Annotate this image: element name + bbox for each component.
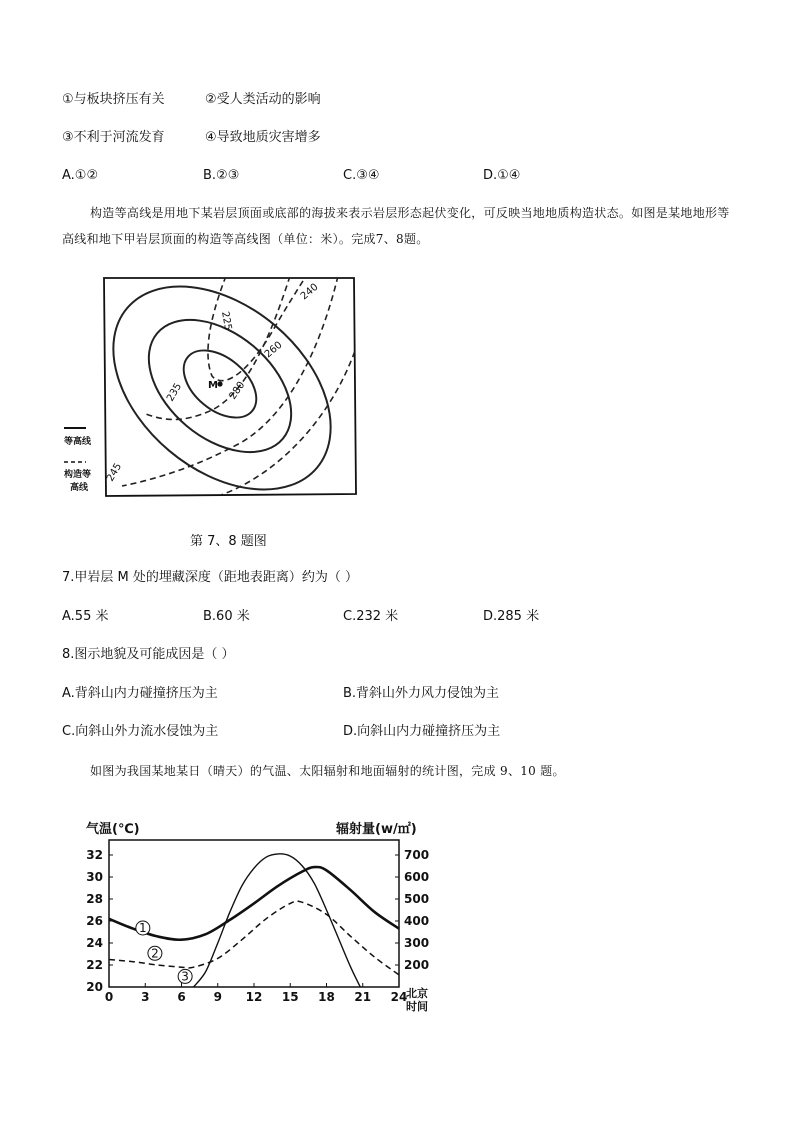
- y-right-tick-label: 200: [404, 958, 430, 972]
- q7-option-b[interactable]: B.60 米: [203, 609, 250, 624]
- y-left-tick-label: 20: [86, 980, 103, 994]
- series-label-1: 1: [139, 921, 147, 935]
- point-m-label: M: [208, 380, 218, 391]
- series-line-3: [194, 854, 361, 987]
- statement-2: ②受人类活动的影响: [205, 92, 321, 107]
- q6-option-b[interactable]: B.②③: [203, 168, 240, 183]
- y-left-tick-label: 24: [86, 936, 103, 950]
- left-axis-label: 气温(℃): [86, 822, 140, 837]
- x-tick-label: 6: [177, 990, 186, 1004]
- legend-struct-label-2: 高线: [70, 483, 89, 493]
- q6-option-d[interactable]: D.①④: [483, 168, 521, 183]
- series-label-3: 3: [181, 969, 189, 984]
- q8-option-d[interactable]: D.向斜山内力碰撞挤压为主: [343, 724, 501, 739]
- q8-option-c[interactable]: C.向斜山外力流水侵蚀为主: [62, 724, 219, 739]
- label-280: 280: [227, 379, 248, 402]
- y-left-tick-label: 28: [86, 892, 103, 906]
- q8-stem: 8.图示地貌及可能成因是（ ）: [62, 647, 235, 662]
- label-235: 235: [165, 381, 185, 404]
- q6-option-a[interactable]: A.①②: [62, 168, 99, 183]
- statement-1: ①与板块挤压有关: [62, 92, 165, 107]
- x-tick-label: 18: [318, 990, 335, 1004]
- y-right-tick-label: 600: [404, 870, 430, 884]
- y-left-tick-label: 26: [86, 914, 103, 928]
- y-right-tick-label: 300: [404, 936, 430, 950]
- x-tick-label: 0: [104, 990, 114, 1004]
- x-tick-label: 24: [390, 990, 408, 1004]
- statement-4: ④导致地质灾害增多: [205, 130, 321, 145]
- label-245: 245: [105, 461, 125, 484]
- contour-map: [62, 272, 362, 502]
- q7-option-d[interactable]: D.285 米: [483, 609, 540, 624]
- x-tick-label: 15: [281, 990, 299, 1004]
- series-label-2: 2: [151, 946, 159, 961]
- x-axis-label-2: 时间: [406, 1000, 428, 1012]
- y-right-tick-label: 500: [404, 892, 430, 906]
- q8-option-b[interactable]: B.背斜山外力风力侵蚀为主: [343, 686, 500, 701]
- struct-contour-edge: [212, 339, 358, 498]
- series-line-1: [109, 867, 399, 940]
- point-m-marker: [217, 381, 222, 386]
- statement-3: ③不利于河流发育: [62, 130, 165, 145]
- legend-contour-label: 等高线: [64, 437, 92, 447]
- q6-option-c[interactable]: C.③④: [343, 168, 380, 183]
- intro-9-10: 如图为我国某地某日（晴天）的气温、太阳辐射和地面辐射的统计图，完成 9、10 题。: [90, 764, 565, 778]
- y-left-tick-label: 30: [86, 870, 103, 884]
- q8-option-a[interactable]: A.背斜山内力碰撞挤压为主: [62, 686, 218, 701]
- q7-option-c[interactable]: C.232 米: [343, 609, 399, 624]
- legend-struct-label-1: 构造等: [64, 470, 92, 480]
- map-caption: 第 7、8 题图: [190, 534, 267, 549]
- y-left-tick-label: 32: [86, 848, 103, 862]
- y-left-tick-label: 22: [86, 958, 103, 972]
- series-line-2: [109, 901, 399, 975]
- y-right-tick-label: 700: [404, 848, 430, 862]
- x-tick-label: 21: [354, 990, 372, 1004]
- x-tick-label: 3: [141, 990, 150, 1004]
- label-225: 225: [219, 310, 234, 332]
- label-240: 240: [298, 281, 321, 303]
- x-tick-label: 12: [245, 990, 263, 1004]
- x-axis-label-1: 北京: [406, 987, 428, 1000]
- intro-7-8: 构造等高线是用地下某岩层顶面或底部的海拔来表示岩层形态起伏变化，可反映当地地质构造状态。如图是某地地形等高线和地下甲岩层顶面的构造等高线图（单位：米）。完成7、8题。: [62, 206, 730, 246]
- label-260: 260: [262, 339, 285, 361]
- y-right-tick-label: 400: [404, 914, 430, 928]
- q7-stem: 7.甲岩层 M 处的埋藏深度（距地表距离）约为（ ）: [62, 570, 359, 585]
- temperature-radiation-chart: [62, 812, 462, 1012]
- right-axis-label: 辐射量(w/㎡): [336, 822, 417, 837]
- q7-option-a[interactable]: A.55 米: [62, 609, 109, 624]
- x-tick-label: 9: [213, 990, 222, 1004]
